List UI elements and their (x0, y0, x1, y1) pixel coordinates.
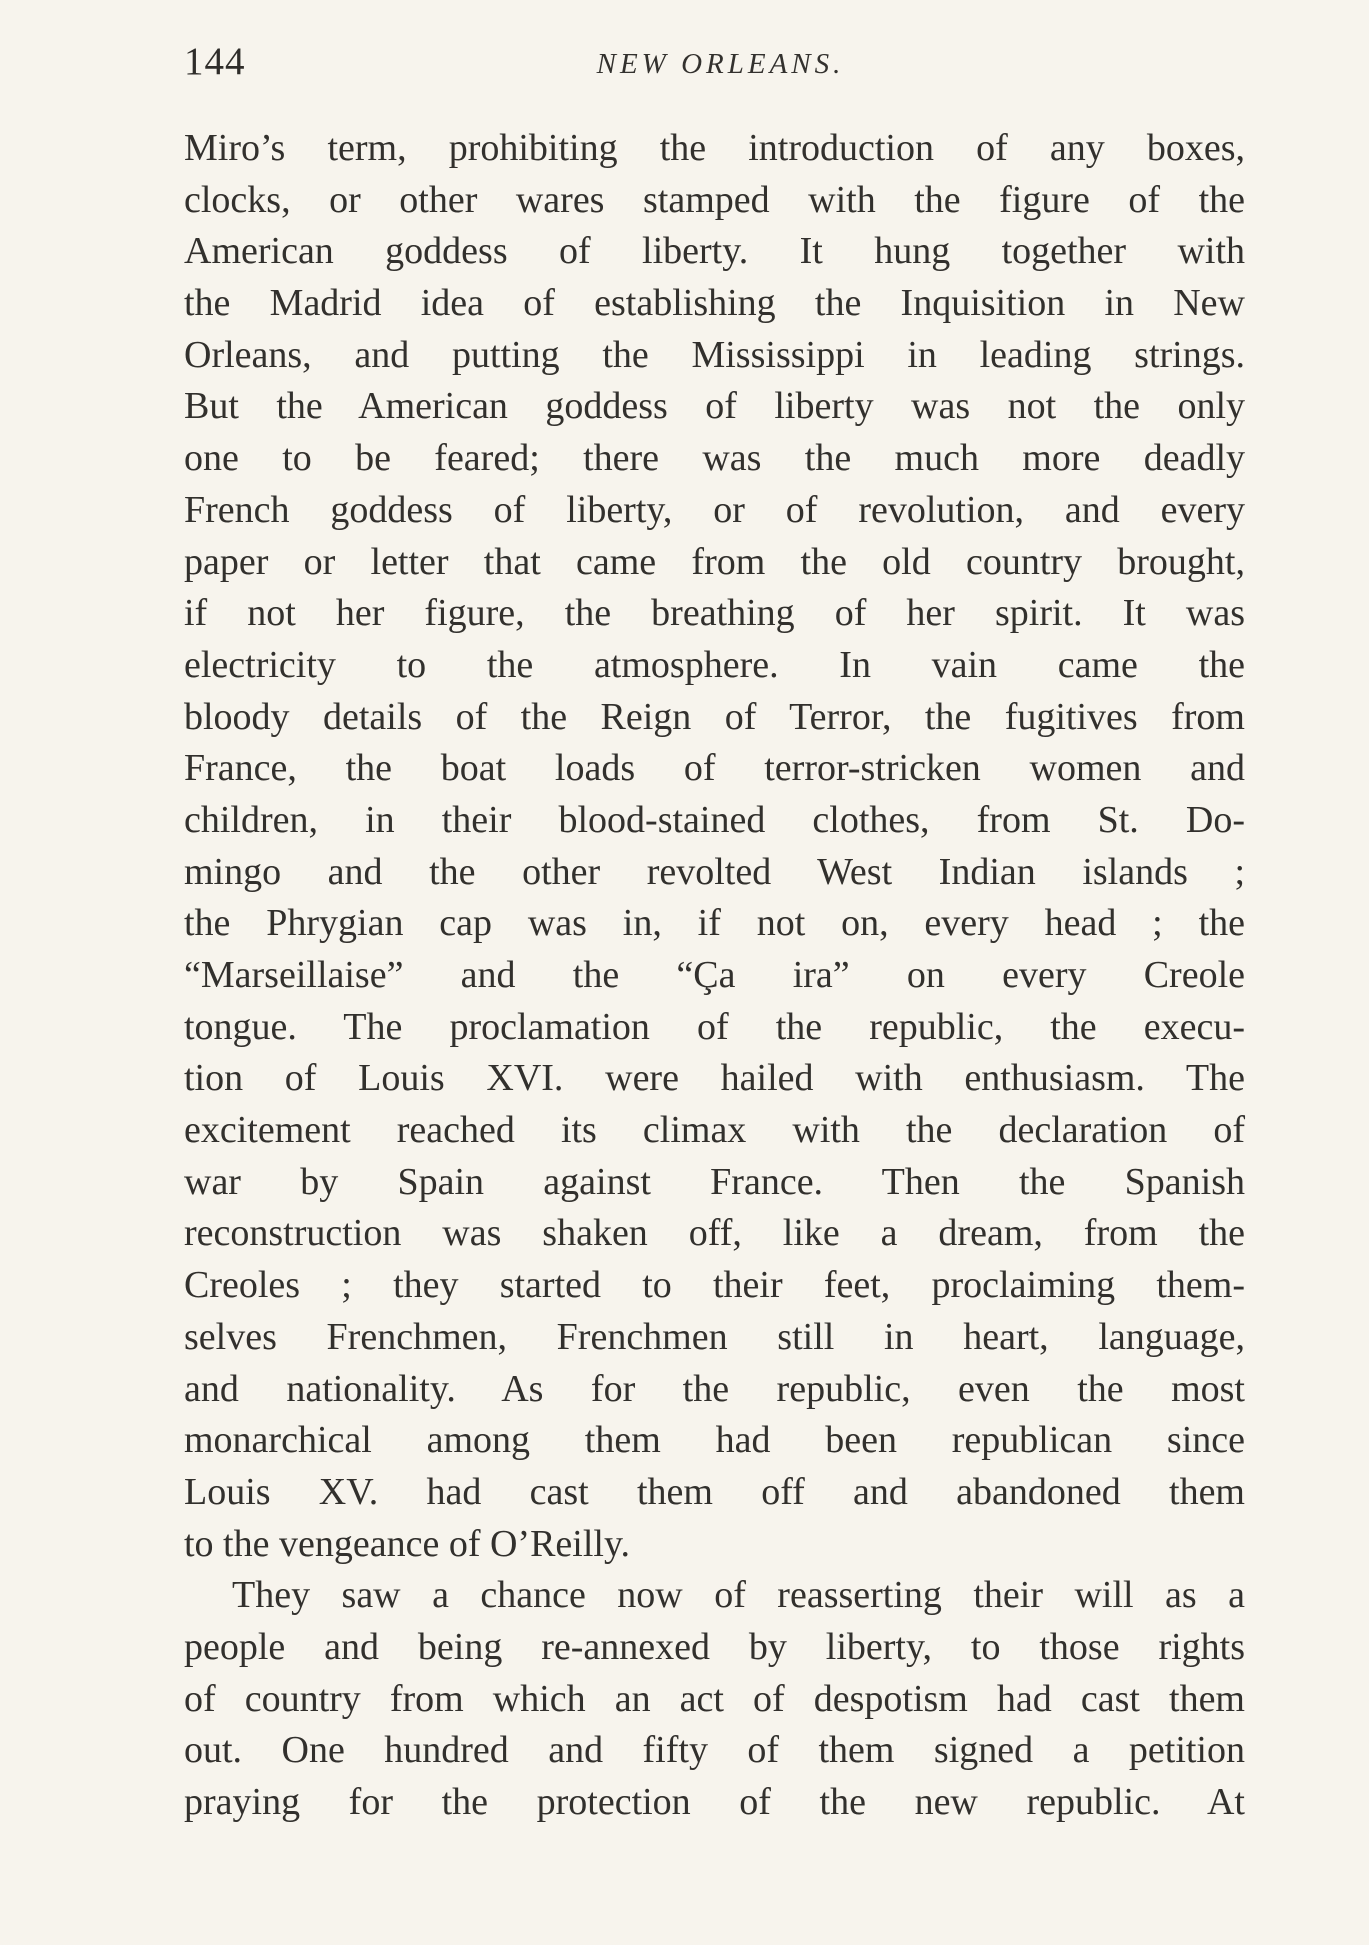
text-line: French goddess of liberty, or of revolution, and every (184, 488, 1245, 531)
text-line: But the American goddess of liberty was not the only (184, 385, 1245, 428)
text-line: excitement reached its climax with the declaration of (184, 1109, 1245, 1152)
running-head: NEW ORLEANS. (596, 48, 845, 80)
text-line: war by Spain against France. Then the Spanish (184, 1160, 1245, 1203)
text-line: and nationality. As for the republic, even the most (184, 1367, 1245, 1410)
text-line: American goddess of liberty. It hung together with (184, 230, 1245, 273)
text-line: clocks, or other wares stamped with the figure of the (184, 178, 1245, 221)
text-line: Creoles ; they started to their feet, proclaiming them- (184, 1264, 1245, 1307)
text-line: selves Frenchmen, Frenchmen still in heart, language, (184, 1315, 1245, 1358)
text-line: tion of Louis XVI. were hailed with enthusiasm. The (184, 1057, 1245, 1100)
paragraph-end-line: to the vengeance of O’Reilly. (184, 1522, 630, 1565)
page-number: 144 (184, 40, 246, 83)
text-line: reconstruction was shaken off, like a dream, from the (184, 1212, 1245, 1255)
text-line: paper or letter that came from the old country brought, (184, 540, 1245, 583)
text-line: bloody details of the Reign of Terror, the fugitives from (184, 695, 1245, 738)
text-line: Orleans, and putting the Mississippi in leading strings. (184, 333, 1245, 376)
text-line: praying for the protection of the new republic. At (184, 1781, 1245, 1823)
text-line: out. One hundred and fifty of them signed a petition (184, 1729, 1245, 1772)
text-line: of country from which an act of despotism had cast them (184, 1677, 1245, 1720)
text-line: one to be feared; there was the much more deadly (184, 437, 1245, 480)
text-line: people and being re-annexed by liberty, to those rights (184, 1625, 1245, 1668)
text-line: tongue. The proclamation of the republic, the execu- (184, 1005, 1245, 1048)
text-line: France, the boat loads of terror-stricken women and (184, 747, 1245, 790)
text-line: mingo and the other revolted West Indian islands ; (184, 850, 1245, 893)
text-line: Miro’s term, prohibiting the introduction of any boxes, (184, 127, 1245, 169)
paragraph-start-line: They saw a chance now of reasserting their will as a (232, 1574, 1245, 1617)
text-line: Louis XV. had cast them off and abandoned them (184, 1470, 1245, 1513)
text-line: monarchical among them had been republican since (184, 1419, 1245, 1462)
text-line: children, in their blood-stained clothes, from St. Do- (184, 798, 1245, 841)
text-line: “Marseillaise” and the “Ça ira” on every Creole (184, 954, 1245, 996)
text-line: the Phrygian cap was in, if not on, every head ; the (184, 902, 1245, 945)
text-line: electricity to the atmosphere. In vain came the (184, 643, 1245, 686)
body-text (184, 123, 1245, 1829)
text-line: if not her figure, the breathing of her spirit. It was (184, 592, 1245, 635)
text-line: the Madrid idea of establishing the Inquisition in New (184, 282, 1245, 325)
